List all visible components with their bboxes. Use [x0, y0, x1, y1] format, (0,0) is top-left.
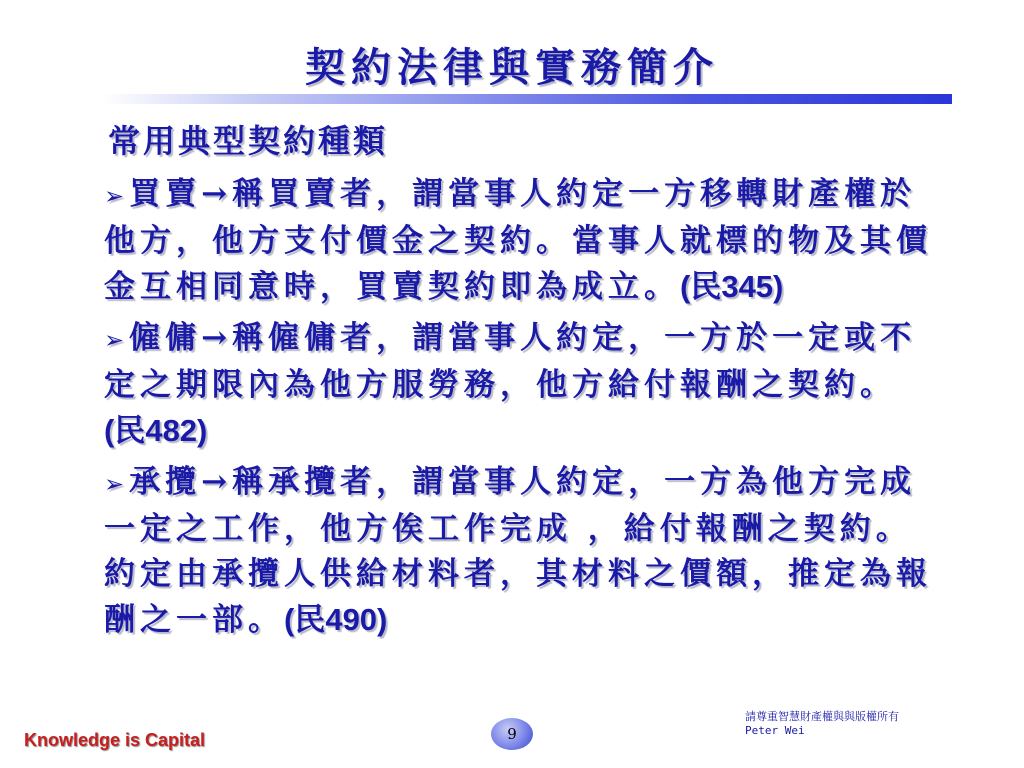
paragraph-employment: [104, 316, 934, 454]
bullet-arrow-icon: ➢: [104, 470, 130, 498]
paragraph-text: 僱傭→稱僱傭者，謂當事人約定，一方於一定或不定之期限內為他方服勞務，他方給付報酬之契約。: [104, 320, 917, 403]
slide-title: 契約法律與實務簡介: [305, 44, 719, 91]
copyright-notice: [745, 710, 899, 738]
slide-subtitle: 常用典型契約種類: [108, 122, 389, 160]
footer-tagline: Knowledge is Capital: [24, 730, 206, 750]
law-citation: (民490): [284, 602, 388, 637]
page-number: 9: [507, 725, 517, 743]
paragraph-contracting: [104, 460, 934, 643]
title-divider: [102, 94, 952, 104]
bullet-arrow-icon: ➢: [104, 182, 130, 210]
page-number-badge: [491, 718, 533, 750]
copyright-line: 請尊重智慧財產權與與版權所有: [745, 710, 899, 723]
law-citation: (民345): [680, 269, 784, 304]
slide-body: [104, 172, 934, 649]
law-citation: (民482): [104, 413, 208, 448]
bullet-arrow-icon: ➢: [104, 326, 130, 354]
paragraph-text: 承攬→稱承攬者，謂當事人約定，一方為他方完成一定之工作，他方俟工作完成 ，給付報酬之契約。約定由承攬人供給材料者，其材料之價額，推定為報酬之一部。: [104, 464, 932, 638]
paragraph-text: 買賣→稱買賣者，謂當事人約定一方移轉財產權於他方，他方支付價金之契約。當事人就標的物及其價金互相同意時，買賣契約即為成立。: [104, 176, 932, 305]
paragraph-sale: [104, 172, 934, 310]
author-name: Peter Wei: [745, 724, 805, 737]
